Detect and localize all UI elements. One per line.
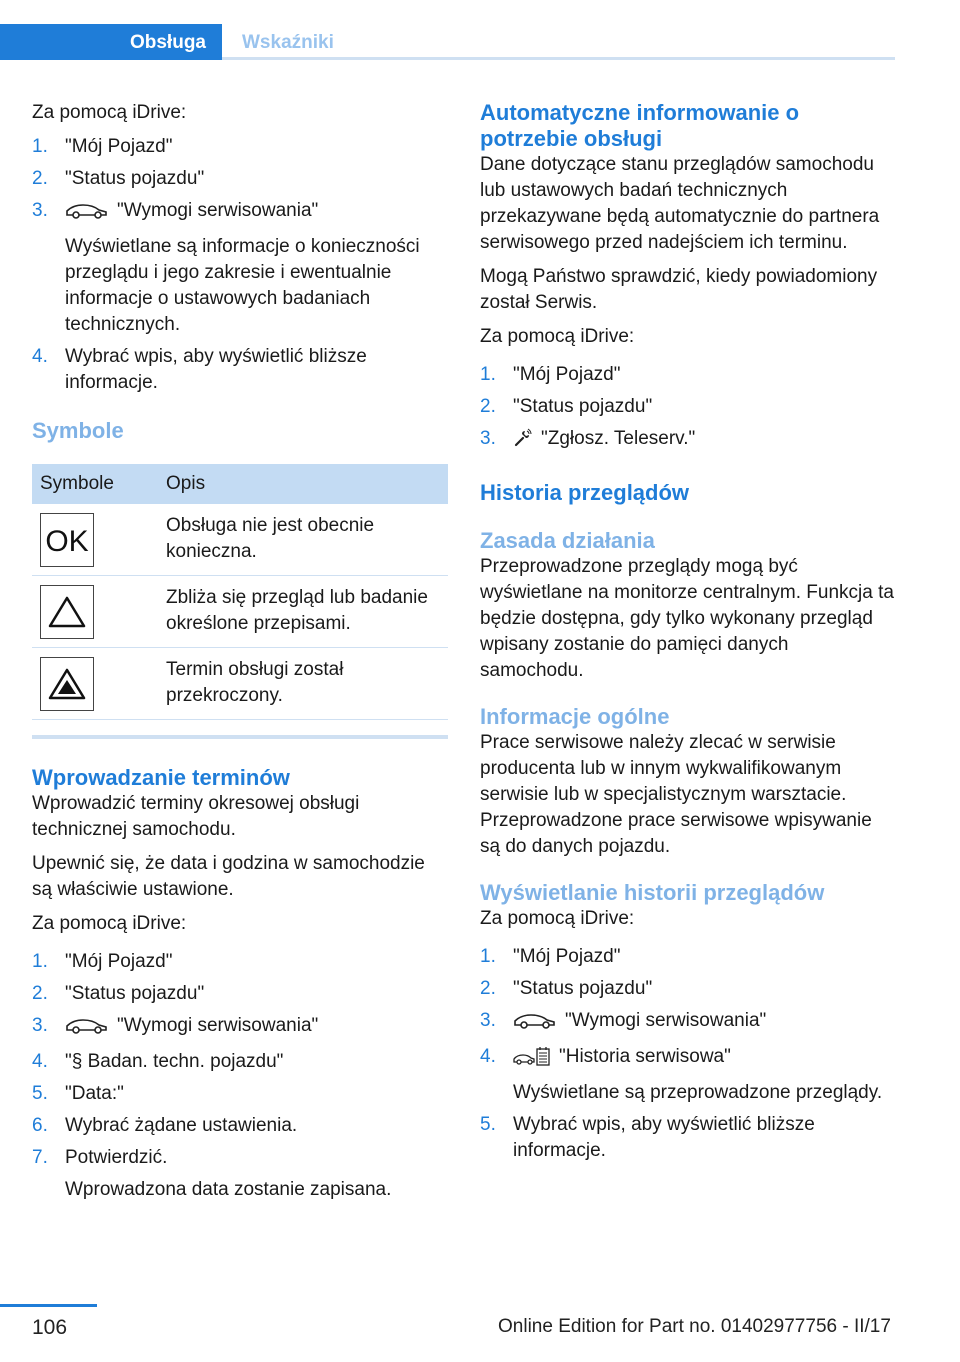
list-item	[480, 1044, 895, 1106]
symbols-heading: Symbole	[32, 418, 124, 443]
edition-info: Online Edition for Part no. 01402977756 - II/17	[498, 1316, 891, 1337]
step-text: "Status pojazdu"	[513, 978, 653, 999]
list-item	[32, 1049, 448, 1075]
step-number: 3.	[480, 428, 496, 449]
step-text: Wybrać wpis, aby wyświetlić bliższe informacje.	[513, 1114, 815, 1161]
steps-list-dates	[32, 949, 448, 1203]
table-cell-description: Obsługa nie jest obecnie konieczna.	[156, 504, 448, 576]
step-text: "§ Badan. techn. pojazdu"	[65, 1051, 284, 1072]
step-text: "Mój Pojazd"	[513, 946, 621, 967]
step-text: Potwierdzić.	[65, 1147, 168, 1168]
step-number: 2.	[480, 978, 496, 999]
step-number: 4.	[32, 1051, 48, 1072]
step-text: "Status pojazdu"	[513, 396, 653, 417]
step-number: 2.	[480, 396, 496, 417]
step-number: 1.	[32, 136, 48, 157]
list-item	[480, 976, 895, 1002]
dates-heading: Wprowadzanie terminów	[32, 765, 290, 790]
step-number: 3.	[32, 1015, 48, 1036]
car-icon	[513, 1012, 557, 1038]
warning-triangle-filled-icon	[40, 657, 94, 711]
car-icon	[65, 1017, 109, 1043]
list-item	[480, 362, 895, 388]
step-number: 4.	[480, 1046, 496, 1067]
step-number: 1.	[480, 946, 496, 967]
list-item	[32, 198, 448, 338]
step-text: "Mój Pojazd"	[513, 364, 621, 385]
auto-info-paragraph-1: Dane dotyczące stanu przeglądów samochodu lub ustawowych badań technicznych przekazywane będą automatycznie do partnera serwisowego przed nadejściem ich terminu.	[480, 154, 880, 253]
step-text: Wybrać żądane ustawienia.	[65, 1115, 298, 1136]
step-text: Wybrać wpis, aby wyświetlić bliższe informacje.	[65, 346, 367, 393]
page-number: 106	[32, 1316, 68, 1339]
teleservice-wrench-icon	[513, 428, 533, 456]
idrive-intro: Za pomocą iDrive:	[32, 102, 187, 123]
history-heading: Historia przeglądów	[480, 480, 690, 505]
steps-list-teleservice	[480, 362, 895, 456]
auto-info-paragraph-2: Mogą Państwo sprawdzić, kiedy powiadomiony został Serwis.	[480, 266, 878, 313]
list-item	[480, 426, 895, 456]
auto-info-heading: Automatyczne informowanie o potrzebie obsługi	[480, 100, 800, 151]
table-cell-description: Zbliża się przegląd lub badanie określone przepisami.	[156, 576, 448, 648]
table-row	[32, 648, 448, 720]
list-item	[32, 166, 448, 192]
warning-triangle-outline-icon	[40, 585, 94, 639]
list-item	[480, 1112, 895, 1164]
principle-paragraph: Przeprowadzone przeglądy mogą być wyświetlane na monitorze centralnym. Funkcja ta będzie dostępna, gdy tylko wykonany przegląd wpisany zostanie do pamięci danych samochodu.	[480, 556, 894, 681]
step-number: 4.	[32, 346, 48, 367]
general-info-paragraph: Prace serwisowe należy zlecać w serwisie producenta lub w innym wykwalifikowanym serwisie lub w specjalistycznym warsztacie. Przeprowadzone prace serwisowe wpisywanie są do danych pojazdu.	[480, 732, 872, 857]
auto-info-intro: Za pomocą iDrive:	[480, 326, 635, 347]
table-cell-symbol	[32, 576, 156, 648]
list-item	[32, 1081, 448, 1107]
footer-rule	[0, 1304, 97, 1307]
step-number: 1.	[480, 364, 496, 385]
right-column	[480, 100, 895, 1170]
list-item	[32, 949, 448, 975]
tab-wskazniki[interactable]: Wskaźniki	[222, 24, 895, 60]
tab-obsluga[interactable]: Obsługa	[0, 24, 222, 60]
table-row	[32, 504, 448, 576]
step-text: "Wymogi serwisowania"	[117, 1015, 319, 1036]
step-number: 1.	[32, 951, 48, 972]
table-cell-symbol	[32, 648, 156, 720]
step-text: "Status pojazdu"	[65, 983, 205, 1004]
step-number: 3.	[32, 200, 48, 221]
table-row	[32, 576, 448, 648]
step-note: Wyświetlane są informacje o konieczności przeglądu i jego zakresie i ewentualnie informacje o ustawowych badaniach technicznych.	[65, 236, 420, 335]
list-item	[32, 1013, 448, 1043]
table-header-symbol: Symbole	[32, 464, 156, 504]
left-column	[32, 100, 448, 1209]
list-item	[32, 981, 448, 1007]
dates-paragraph-2: Upewnić się, że data i godzina w samochodzie są właściwie ustawione.	[32, 853, 425, 900]
dates-paragraph-1: Wprowadzić terminy okresowej obsługi technicznej samochodu.	[32, 793, 360, 840]
step-number: 5.	[32, 1083, 48, 1104]
step-number: 5.	[480, 1114, 496, 1135]
list-item	[32, 1113, 448, 1139]
step-number: 2.	[32, 168, 48, 189]
list-item	[32, 134, 448, 160]
step-note: Wprowadzona data zostanie zapisana.	[65, 1179, 392, 1200]
svg-text:OK: OK	[45, 525, 89, 557]
table-header-description: Opis	[156, 464, 448, 504]
step-text: "Historia serwisowa"	[559, 1046, 731, 1067]
step-text: "Data:"	[65, 1083, 124, 1104]
step-note: Wyświetlane są przeprowadzone przeglądy.	[513, 1082, 883, 1103]
step-number: 6.	[32, 1115, 48, 1136]
table-header-row	[32, 464, 448, 504]
service-history-icon	[513, 1046, 551, 1074]
car-icon	[65, 202, 109, 228]
list-item	[480, 1008, 895, 1038]
step-number: 2.	[32, 983, 48, 1004]
step-text: "Status pojazdu"	[65, 168, 205, 189]
list-item	[32, 344, 448, 396]
display-history-heading: Wyświetlanie historii przeglądów	[480, 880, 825, 905]
table-cell-symbol	[32, 504, 156, 576]
display-history-intro: Za pomocą iDrive:	[480, 908, 635, 929]
list-item	[480, 944, 895, 970]
step-text: "Mój Pojazd"	[65, 136, 173, 157]
table-cell-description: Termin obsługi został przekroczony.	[156, 648, 448, 720]
dates-intro: Za pomocą iDrive:	[32, 913, 187, 934]
step-text: "Mój Pojazd"	[65, 951, 173, 972]
steps-list-service	[32, 134, 448, 396]
header-tabs	[0, 24, 895, 60]
step-text: "Wymogi serwisowania"	[117, 200, 319, 221]
steps-list-history	[480, 944, 895, 1164]
symbols-table	[32, 464, 448, 720]
step-text: "Wymogi serwisowania"	[565, 1010, 767, 1031]
list-item	[32, 1145, 448, 1203]
step-text: "Zgłosz. Teleserv."	[541, 428, 696, 449]
table-divider	[32, 735, 448, 739]
step-number: 7.	[32, 1147, 48, 1168]
principle-heading: Zasada działania	[480, 528, 655, 553]
general-info-heading: Informacje ogólne	[480, 704, 670, 729]
step-number: 3.	[480, 1010, 496, 1031]
ok-symbol-icon	[40, 513, 94, 567]
list-item	[480, 394, 895, 420]
